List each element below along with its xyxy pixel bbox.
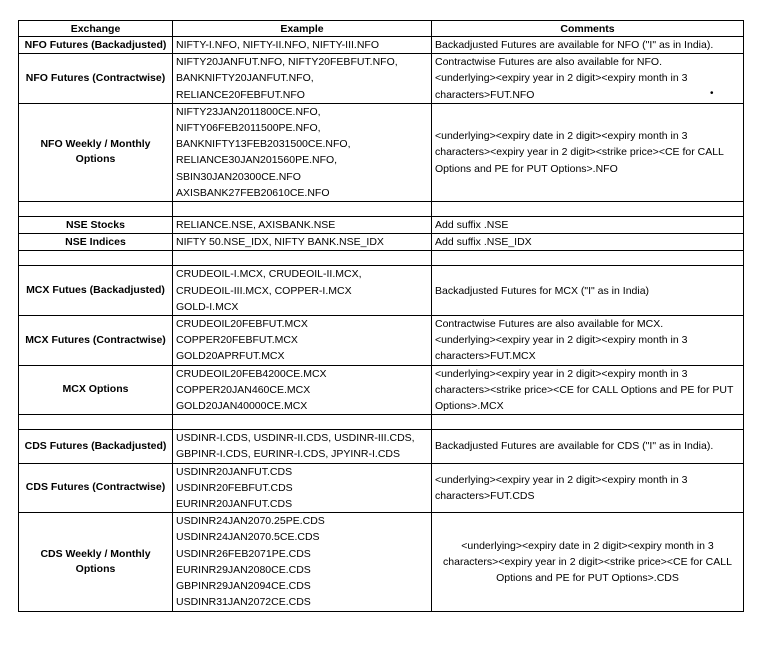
comment-line: Backadjusted Futures are available for CDS ("I" as in India). xyxy=(435,440,714,453)
exchange-cell: NFO Futures (Contractwise) xyxy=(19,54,173,104)
example-line: EURINR29JAN2080CE.CDS xyxy=(176,563,311,576)
header-comments: Comments xyxy=(432,21,744,37)
comment-line: <underlying><expiry year in 2 digit><expiry month in 3 xyxy=(435,72,688,85)
example-line: NIFTY 50.NSE_IDX, NIFTY BANK.NSE_IDX xyxy=(176,236,384,249)
example-line: GOLD-I.MCX xyxy=(176,300,239,313)
spacer-cell xyxy=(173,415,432,430)
header-exchange: Exchange xyxy=(19,21,173,37)
comments-cell xyxy=(432,217,744,234)
example-line: NIFTY23JAN2011800CE.NFO, xyxy=(176,105,321,118)
comments-cell xyxy=(432,463,744,513)
table-row xyxy=(19,103,744,201)
comments-cell xyxy=(432,365,744,415)
comments-cell xyxy=(432,316,744,366)
table-row xyxy=(19,316,744,366)
table-row xyxy=(19,234,744,251)
example-cell xyxy=(173,266,432,316)
stray-mark: • xyxy=(710,88,714,99)
example-line: NIFTY06FEB2011500PE.NFO, xyxy=(176,122,321,135)
example-line: GOLD20APRFUT.MCX xyxy=(176,350,285,363)
spacer-cell xyxy=(432,202,744,217)
spacer-cell xyxy=(19,202,173,217)
comment-line: <underlying><expiry year in 2 digit><expiry month in 3 xyxy=(435,334,688,347)
example-line: SBIN30JAN20300CE.NFO xyxy=(176,170,301,183)
spacer-cell xyxy=(19,251,173,266)
exchange-cell: MCX Futures (Contractwise) xyxy=(19,316,173,366)
example-cell xyxy=(173,103,432,201)
exchange-cell: NFO Futures (Backadjusted) xyxy=(19,37,173,54)
example-cell xyxy=(173,365,432,415)
spacer-cell xyxy=(19,415,173,430)
comment-line: Options>.MCX xyxy=(435,400,504,413)
comment-line: characters>FUT.MCX xyxy=(435,350,536,363)
table-row xyxy=(19,463,744,513)
table-row xyxy=(19,365,744,415)
spacer-cell xyxy=(173,251,432,266)
example-line: BANKNIFTY20JANFUT.NFO, xyxy=(176,72,314,85)
example-line: RELIANCE20FEBFUT.NFO xyxy=(176,88,305,101)
comment-line: Options and PE for PUT Options>.CDS xyxy=(496,571,679,584)
comment-line: characters><expiry year in 2 digit><strike price><CE for CALL xyxy=(435,146,724,159)
example-line: BANKNIFTY13FEB2031500CE.NFO, xyxy=(176,138,351,151)
example-line: EURINR20JANFUT.CDS xyxy=(176,498,293,511)
comments-cell xyxy=(432,513,744,611)
example-line: RELIANCE.NSE, AXISBANK.NSE xyxy=(176,219,336,232)
comment-line: Contractwise Futures are also available for MCX. xyxy=(435,318,664,331)
header-row xyxy=(19,21,744,37)
exchange-cell: NSE Indices xyxy=(19,234,173,251)
example-line: NIFTY-I.NFO, NIFTY-II.NFO, NIFTY-III.NFO xyxy=(176,39,380,51)
exchange-cell: MCX Futues (Backadjusted) xyxy=(19,266,173,316)
spacer-cell xyxy=(173,202,432,217)
example-line: GBPINR29JAN2094CE.CDS xyxy=(176,580,311,593)
comment-line: Add suffix .NSE_IDX xyxy=(435,236,532,249)
exchange-cell: CDS Weekly / Monthly Options xyxy=(19,513,173,611)
example-line: USDINR-I.CDS, USDINR-II.CDS, USDINR-III.CDS, xyxy=(176,432,415,445)
exchange-cell: NSE Stocks xyxy=(19,217,173,234)
table-body xyxy=(19,37,744,612)
spacer-cell xyxy=(432,251,744,266)
table-row xyxy=(19,54,744,104)
example-cell xyxy=(173,513,432,611)
example-line: COPPER20FEBFUT.MCX xyxy=(176,334,298,347)
table-row xyxy=(19,513,744,611)
comment-line: Backadjusted Futures are available for NFO ("I" as in India). xyxy=(435,39,714,51)
spacer-row xyxy=(19,202,744,217)
table-row xyxy=(19,266,744,316)
example-cell xyxy=(173,217,432,234)
example-line: NIFTY20JANFUT.NFO, NIFTY20FEBFUT.NFO, xyxy=(176,56,398,69)
comment-line: <underlying><expiry year in 2 digit><expiry month in 3 xyxy=(435,367,688,380)
example-line: USDINR24JAN2070.5CE.CDS xyxy=(176,531,320,544)
symbol-format-table xyxy=(18,20,744,612)
example-line: USDINR20JANFUT.CDS xyxy=(176,465,293,478)
table-row xyxy=(19,430,744,463)
example-line: RELIANCE30JAN201560PE.NFO, xyxy=(176,154,338,167)
spacer-row xyxy=(19,415,744,430)
example-line: USDINR31JAN2072CE.CDS xyxy=(176,596,311,609)
example-line: USDINR24JAN2070.25PE.CDS xyxy=(176,515,325,528)
comments-cell xyxy=(432,54,744,104)
spacer-row xyxy=(19,251,744,266)
comment-line: Backadjusted Futures for MCX ("I" as in India) xyxy=(435,284,650,297)
example-line: CRUDEOIL20FEBFUT.MCX xyxy=(176,318,308,331)
comments-cell xyxy=(432,430,744,463)
example-cell xyxy=(173,430,432,463)
comment-line: Contractwise Futures are also available for NFO. xyxy=(435,56,663,69)
comments-cell xyxy=(432,37,744,54)
comment-line: <underlying><expiry date in 2 digit><expiry month in 3 xyxy=(461,539,714,552)
comments-cell xyxy=(432,103,744,201)
comment-line: characters>FUT.NFO xyxy=(435,88,535,101)
example-cell xyxy=(173,316,432,366)
table-row xyxy=(19,37,744,54)
example-cell xyxy=(173,463,432,513)
example-line: GBPINR-I.CDS, EURINR-I.CDS, JPYINR-I.CDS xyxy=(176,448,401,461)
example-line: GOLD20JAN40000CE.MCX xyxy=(176,400,308,413)
example-line: USDINR26FEB2071PE.CDS xyxy=(176,547,311,560)
exchange-cell: CDS Futures (Backadjusted) xyxy=(19,430,173,463)
comment-line: <underlying><expiry date in 2 digit><expiry month in 3 xyxy=(435,130,688,143)
example-line: USDINR20FEBFUT.CDS xyxy=(176,481,293,494)
example-line: COPPER20JAN460CE.MCX xyxy=(176,383,311,396)
comments-cell xyxy=(432,234,744,251)
spacer-cell xyxy=(432,415,744,430)
comment-line: Options and PE for PUT Options>.NFO xyxy=(435,162,618,175)
example-cell xyxy=(173,37,432,54)
example-line: AXISBANK27FEB20610CE.NFO xyxy=(176,186,330,199)
example-cell xyxy=(173,54,432,104)
example-line: CRUDEOIL20FEB4200CE.MCX xyxy=(176,367,327,380)
table-row xyxy=(19,217,744,234)
comments-cell xyxy=(432,266,744,316)
header-example: Example xyxy=(173,21,432,37)
exchange-cell: NFO Weekly / Monthly Options xyxy=(19,103,173,201)
exchange-cell: CDS Futures (Contractwise) xyxy=(19,463,173,513)
comment-line: characters><expiry year in 2 digit><strike price><CE for CALL xyxy=(443,555,732,568)
example-line: CRUDEOIL-I.MCX, CRUDEOIL-II.MCX, xyxy=(176,268,362,281)
exchange-cell: MCX Options xyxy=(19,365,173,415)
comment-line: characters><strike price><CE for CALL Options and PE for PUT xyxy=(435,383,734,396)
example-line: CRUDEOIL-III.MCX, COPPER-I.MCX xyxy=(176,284,352,297)
comment-line: characters>FUT.CDS xyxy=(435,489,535,502)
comment-line: <underlying><expiry year in 2 digit><expiry month in 3 xyxy=(435,473,688,486)
comment-line: Add suffix .NSE xyxy=(435,219,509,232)
example-cell xyxy=(173,234,432,251)
